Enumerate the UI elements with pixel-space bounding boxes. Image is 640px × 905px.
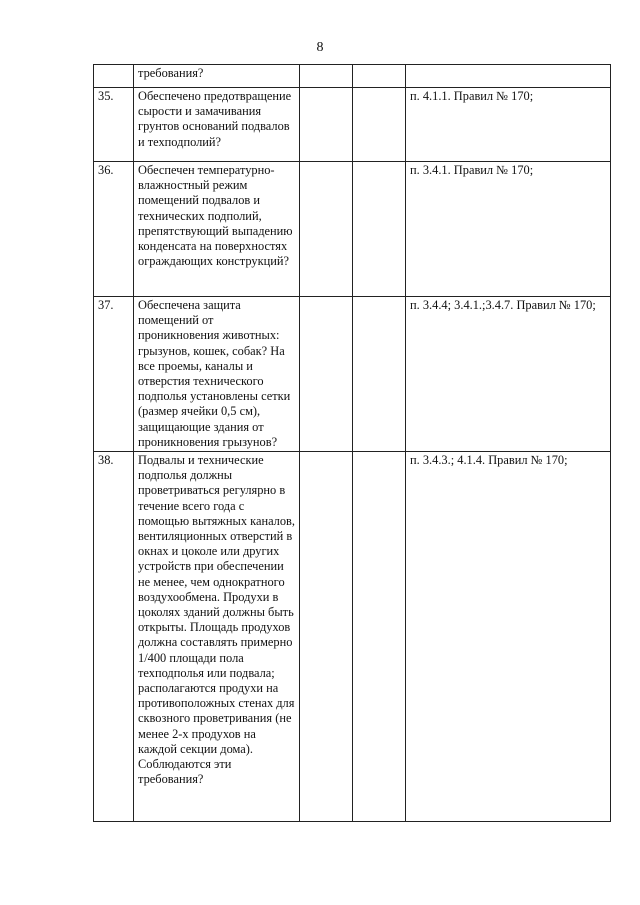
cell-answer-no	[353, 65, 406, 88]
cell-question: Обеспечено предотвращение сырости и замачивания грунтов оснований подвалов и техподполий?	[134, 88, 300, 162]
cell-answer-yes	[300, 88, 353, 162]
table-row	[94, 162, 611, 297]
cell-question: Обеспечена защита помещений от проникновения животных: грызунов, кошек, собак? На все проемы, каналы и отверстия технического подполья установлены сетки (размер ячейки 0,5 см), защищающие здания от проникновения грызунов?	[134, 297, 300, 452]
cell-reference: п. 3.4.4; 3.4.1.;3.4.7. Правил № 170;	[406, 297, 611, 452]
cell-number: 35.	[94, 88, 134, 162]
cell-number: 37.	[94, 297, 134, 452]
cell-reference: п. 3.4.3.; 4.1.4. Правил № 170;	[406, 452, 611, 822]
cell-number: 36.	[94, 162, 134, 297]
table-row	[94, 452, 611, 822]
cell-answer-yes	[300, 162, 353, 297]
cell-answer-yes	[300, 297, 353, 452]
cell-number: 38.	[94, 452, 134, 822]
table-row	[94, 297, 611, 452]
cell-answer-no	[353, 162, 406, 297]
cell-question: Обеспечен температурно-влажностный режим помещений подвалов и технических подполий, препятствующий выпадению конденсата на поверхностях ограждающих конструкций?	[134, 162, 300, 297]
cell-answer-no	[353, 452, 406, 822]
cell-question: Подвалы и технические подполья должны проветриваться регулярно в течение всего года с помощью вытяжных каналов, вентиляционных отверстий в окнах и цоколе или других устройств при обеспечении не менее, чем однократного воздухообмена. Продухи в цоколях зданий должны быть открыты. Площадь продухов должна составлять примерно 1/400 площади пола техподполья или подвала; располагаются продухи на противоположных стенах для сквозного проветривания (не менее 2-х продухов на каждой секции дома). Соблюдаются эти требования?	[134, 452, 300, 822]
checklist-table	[93, 64, 611, 822]
cell-question: требования?	[134, 65, 300, 88]
cell-answer-no	[353, 297, 406, 452]
cell-number	[94, 65, 134, 88]
cell-answer-yes	[300, 452, 353, 822]
cell-answer-no	[353, 88, 406, 162]
table-row-continuation	[94, 65, 611, 88]
table-row	[94, 88, 611, 162]
cell-reference: п. 3.4.1. Правил № 170;	[406, 162, 611, 297]
cell-answer-yes	[300, 65, 353, 88]
page-number: 8	[316, 40, 324, 55]
cell-reference: п. 4.1.1. Правил № 170;	[406, 88, 611, 162]
cell-reference	[406, 65, 611, 88]
